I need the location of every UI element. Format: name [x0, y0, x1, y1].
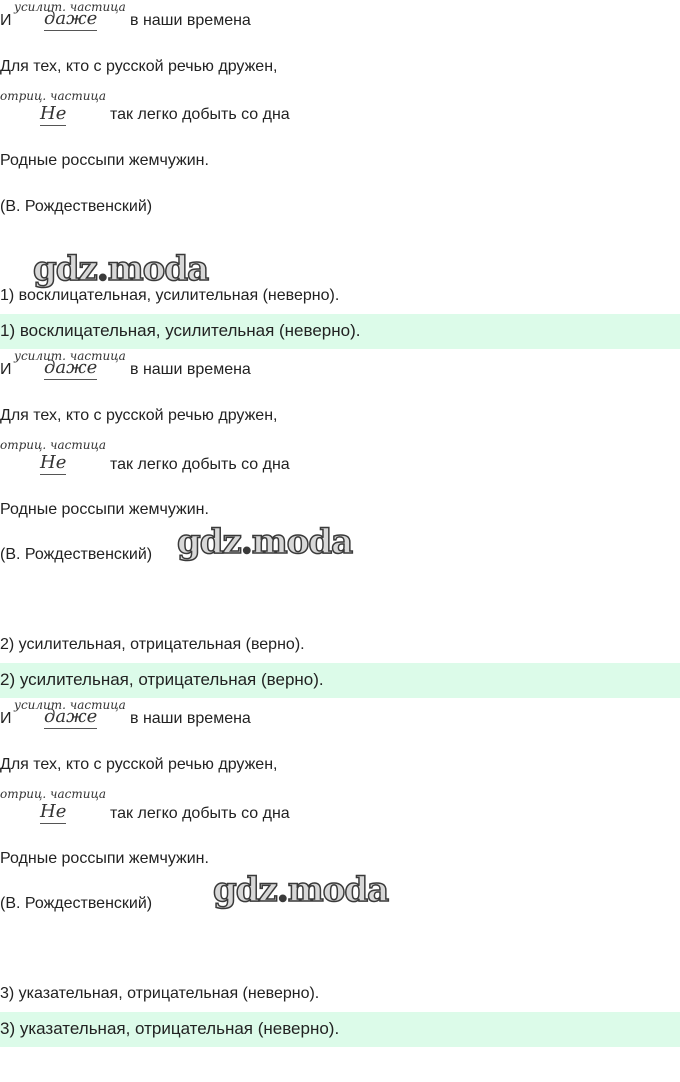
- poem-line-1: в наши времена: [130, 12, 251, 29]
- poem-first-char: И: [0, 710, 12, 727]
- particle-word-ne: Не: [40, 452, 67, 473]
- poem-author: (В. Рождественский): [0, 546, 153, 563]
- poem-line-4: Родные россыпи жемчужин.: [0, 850, 209, 867]
- poem-line-4: Родные россыпи жемчужин.: [0, 501, 209, 518]
- particle-note-intensifier: усилит. частица: [14, 0, 126, 14]
- poem-line-2: Для тех, кто с русской речью дружен,: [0, 407, 278, 424]
- poem-line-4: Родные россыпи жемчужин.: [0, 152, 209, 169]
- poem-line-3: так легко добыть со дна: [110, 456, 290, 473]
- poem-first-char: И: [0, 12, 12, 29]
- option-2-highlight-text: 2) усилительная, отрицательная (верно).: [0, 670, 324, 689]
- particle-note-negative: отриц. частица: [0, 438, 106, 452]
- particle-word-dazhe: даже: [44, 706, 98, 727]
- particle-word-ne: Не: [40, 801, 67, 822]
- particle-word-dazhe: даже: [44, 8, 98, 29]
- option-2-highlight: [0, 663, 680, 698]
- poem-line-3: так легко добыть со дна: [110, 106, 290, 123]
- particle-note-intensifier: усилит. частица: [14, 349, 126, 363]
- poem-line-2: Для тех, кто с русской речью дружен,: [0, 58, 278, 75]
- watermark-logo: gdz.moda: [177, 522, 353, 562]
- option-3-text: 3) указательная, отрицательная (неверно).: [0, 985, 320, 1002]
- watermark-logo: gdz.moda: [33, 249, 209, 289]
- option-1-highlight-text: 1) восклицательная, усилительная (неверно).: [0, 321, 361, 340]
- option-2-text: 2) усилительная, отрицательная (верно).: [0, 636, 305, 653]
- poem-line-3: так легко добыть со дна: [110, 805, 290, 822]
- particle-note-intensifier: усилит. частица: [14, 698, 126, 712]
- particle-note-negative: отриц. частица: [0, 787, 106, 801]
- option-3-highlight: [0, 1012, 680, 1047]
- particle-word-ne: Не: [40, 103, 67, 124]
- poem-author: (В. Рождественский): [0, 895, 153, 912]
- poem-line-1: в наши времена: [130, 361, 251, 378]
- option-3-highlight-text: 3) указательная, отрицательная (неверно).: [0, 1019, 340, 1038]
- poem-line-2: Для тех, кто с русской речью дружен,: [0, 756, 278, 773]
- particle-note-negative: отриц. частица: [0, 89, 106, 103]
- particle-word-dazhe: даже: [44, 357, 98, 378]
- poem-author: (В. Рождественский): [0, 198, 153, 215]
- poem-line-1: в наши времена: [130, 710, 251, 727]
- watermark-logo: gdz.moda: [213, 870, 389, 910]
- option-1-highlight: [0, 314, 680, 349]
- option-1-text: 1) восклицательная, усилительная (неверно).: [0, 287, 340, 304]
- poem-first-char: И: [0, 361, 12, 378]
